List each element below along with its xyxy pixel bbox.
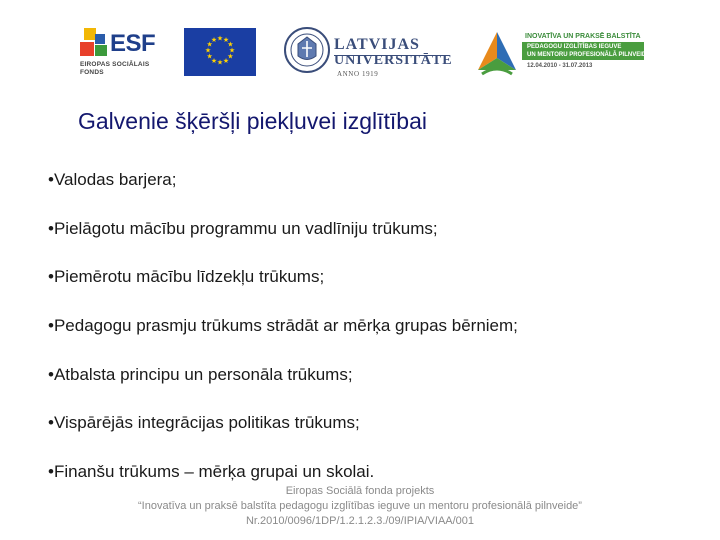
project-triangle-icon bbox=[472, 28, 522, 78]
svg-text:★: ★ bbox=[210, 36, 218, 45]
svg-text:★: ★ bbox=[222, 36, 230, 45]
bullet-item: •Atbalsta principu un personāla trūkums; bbox=[48, 364, 353, 384]
svg-text:★: ★ bbox=[222, 56, 230, 65]
esf-wordmark: ESF bbox=[110, 30, 156, 57]
esf-logo bbox=[80, 28, 160, 82]
footer-line2: “Inovatīva un praksē balstīta pedagogu izglītības ieguve un mentoru profesionālā pilnveide” bbox=[138, 500, 582, 512]
svg-text:★: ★ bbox=[206, 40, 213, 49]
svg-text:★: ★ bbox=[227, 40, 234, 49]
university-logo bbox=[283, 26, 463, 82]
university-seal-icon bbox=[283, 26, 331, 74]
project-green-band bbox=[522, 42, 651, 60]
svg-text:★: ★ bbox=[227, 52, 234, 61]
footer-line1: Eiropas Sociālā fonda projekts bbox=[285, 485, 435, 497]
svg-text:★: ★ bbox=[216, 58, 224, 67]
project-title-line3: UN MENTORU PROFESIONĀLĀ PILNVEIDE bbox=[527, 52, 651, 58]
bullet-item: •Valodas barjera; bbox=[48, 170, 177, 189]
project-dates: 12.04.2010 - 31.07.2013 bbox=[527, 63, 593, 69]
project-logo bbox=[472, 28, 652, 80]
eu-stars-circle bbox=[184, 28, 256, 76]
esf-subtitle-line1: EIROPAS SOCIĀLAIS bbox=[80, 61, 150, 68]
footer-line3: Nr.2010/0096/1DP/1.2.1.2.3./09/IPIA/VIAA/001 bbox=[245, 515, 475, 527]
svg-text:★: ★ bbox=[228, 46, 236, 55]
bullet-list bbox=[48, 170, 688, 511]
svg-text:★: ★ bbox=[216, 34, 224, 43]
project-title-line1: INOVATĪVA UN PRAKSĒ BALSTĪTA bbox=[525, 33, 641, 40]
bullet-item: •Finanšu trūkums – mērķa grupai un skolai. bbox=[48, 462, 375, 482]
bullet-item: •Vispārējās integrācijas politikas trūkums; bbox=[48, 413, 360, 433]
bullet-item: •Piemērotu mācību līdzekļu trūkums; bbox=[48, 267, 325, 287]
bullet-item: •Pielāgotu mācību programmu un vadlīniju trūkums; bbox=[48, 218, 438, 238]
svg-text:★: ★ bbox=[204, 46, 212, 55]
svg-text:★: ★ bbox=[210, 56, 218, 65]
esf-subtitle bbox=[80, 61, 149, 76]
bullet-item: •Pedagogu prasmju trūkums strādāt ar mērķa grupas bērniem; bbox=[48, 316, 518, 336]
esf-subtitle-line2: FONDS bbox=[80, 68, 104, 76]
university-name-line1: LATVIJAS bbox=[334, 36, 420, 53]
university-name-line2: UNIVERSITĀTE bbox=[334, 53, 453, 68]
esf-colored-squares-icon bbox=[80, 28, 110, 56]
svg-text:★: ★ bbox=[206, 52, 213, 61]
slide-title: Galvenie šķēršļi piekļuvei izglītībai bbox=[78, 108, 427, 134]
university-anno: ANNO 1919 bbox=[337, 70, 379, 78]
eu-flag-icon bbox=[184, 28, 256, 76]
project-title-line2: PEDAGOGU IZGLĪTĪBAS IEGUVE bbox=[527, 44, 622, 50]
footer bbox=[0, 484, 720, 529]
logo-bar bbox=[0, 24, 720, 84]
